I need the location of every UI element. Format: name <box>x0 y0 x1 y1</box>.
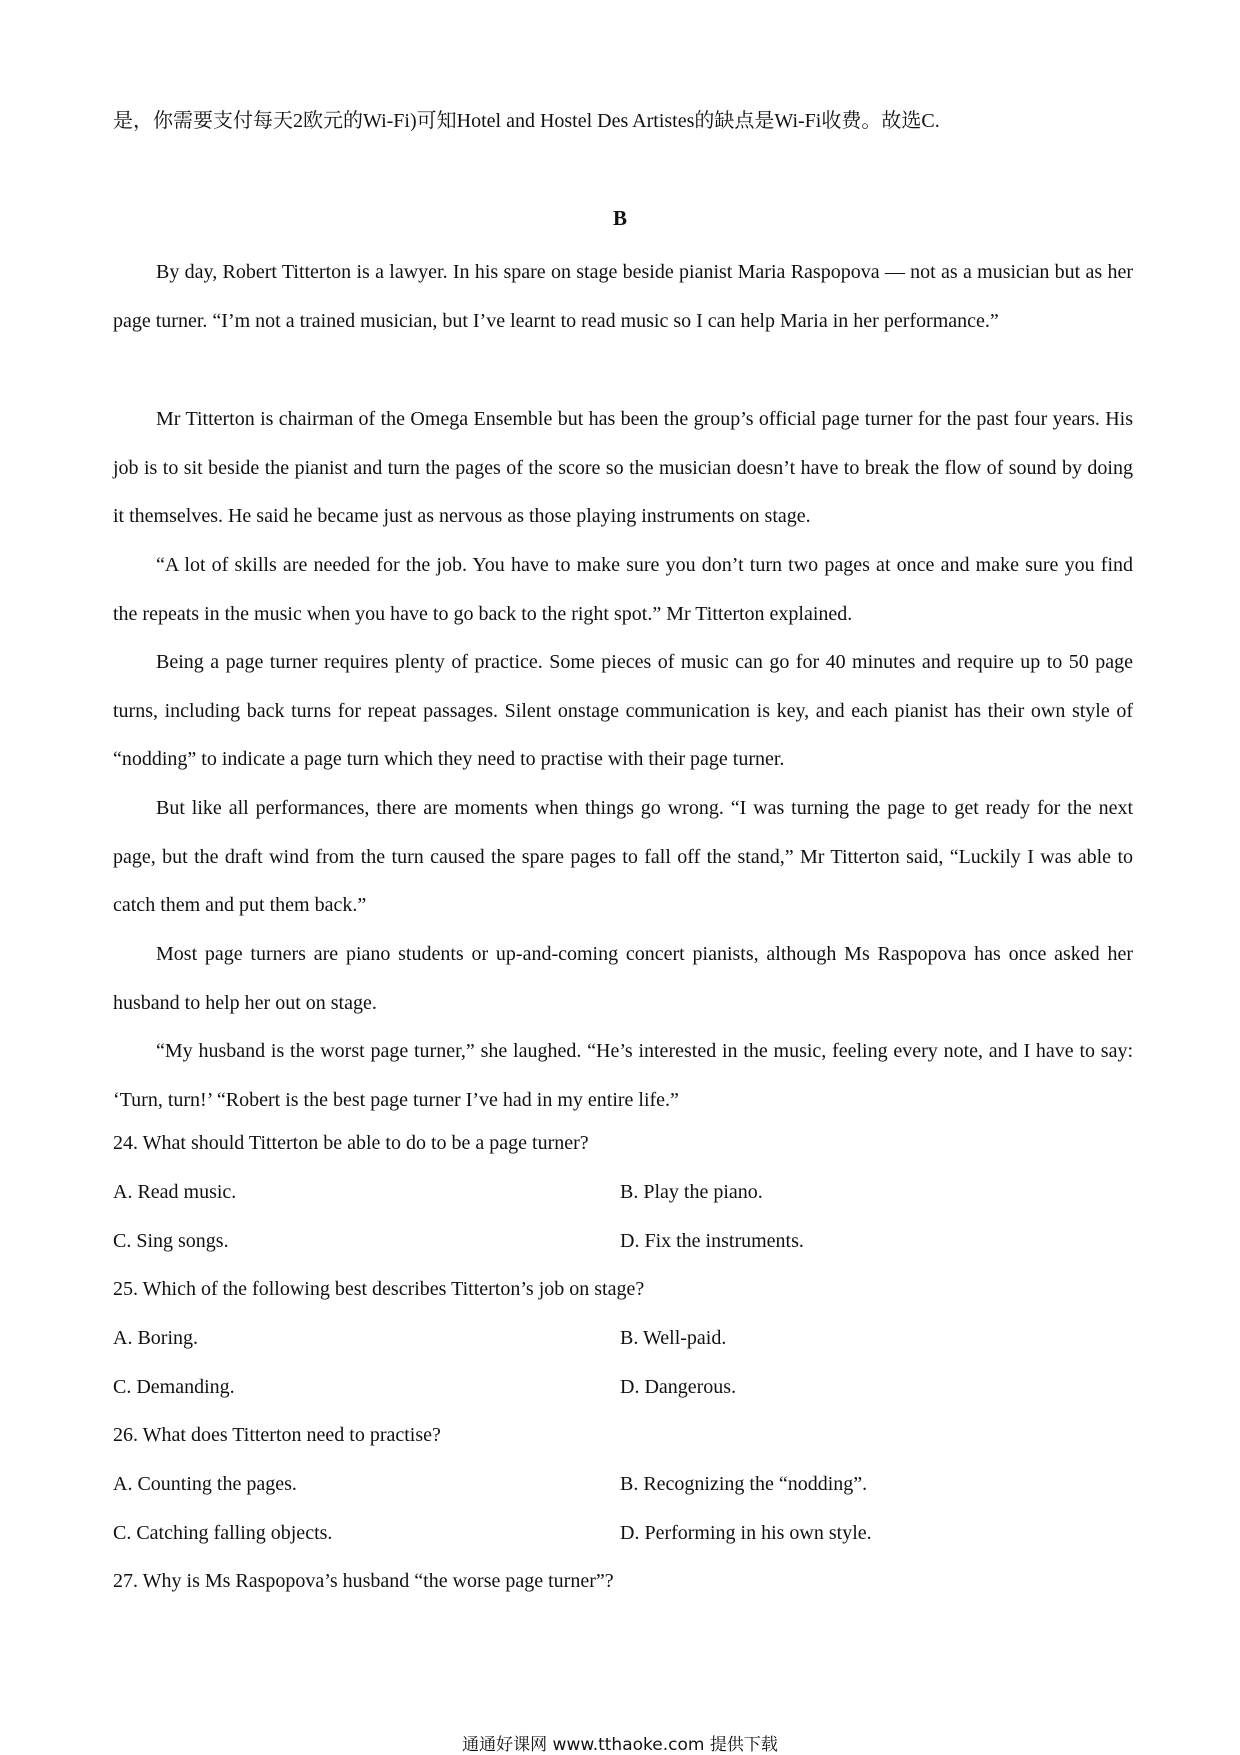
paragraph-3: “A lot of skills are needed for the job. You have to make sure you don’t turn two pages at once and make sure you find the repeats in the music when you have to go back to the right spot.” Mr Titterton explained. <box>113 554 1133 625</box>
paragraph-5: But like all performances, there are moments when things go wrong. “I was turning the page to get ready for the next page, but the draft wind from the turn caused the spare pages to fall off the stand,” Mr Titterton said, “Luckily I was able to catch them and put them back.” <box>113 797 1133 916</box>
footer-source: 通通好课网 www.tthaoke.com 提供下载 <box>462 1735 778 1755</box>
question-25: 25. Which of the following best describes Titterton’s job on stage? <box>113 1278 645 1300</box>
section-title: B <box>612 206 627 230</box>
paragraph-2: Mr Titterton is chairman of the Omega Ensemble but has been the group’s official page turner for the past four years. His job is to sit beside the pianist and turn the pages of the score so the musician doesn’t have to break the flow of sound by doing it themselves. He said he became just as nervous as those playing instruments on stage. <box>113 408 1133 527</box>
option-26-a: A. Counting the pages. <box>113 1473 297 1495</box>
paragraph-6: Most page turners are piano students or up-and-coming concert pianists, although Ms Raspopova has once asked her husband to help her out on stage. <box>113 943 1133 1014</box>
paragraph-1: By day, Robert Titterton is a lawyer. In his spare on stage beside pianist Maria Raspopova — not as a musician but as her page turner. “I’m not a trained musician, but I’ve learnt to read music so I can help Maria in her performance.” <box>113 261 1133 332</box>
option-26-b: B. Recognizing the “nodding”. <box>620 1473 868 1495</box>
paragraph-4: Being a page turner requires plenty of practice. Some pieces of music can go for 40 minutes and require up to 50 page turns, including back turns for repeat passages. Silent onstage communication is key, and each pianist has their own style of “nodding” to indicate a page turn which they need to practise with their page turner. <box>113 651 1133 770</box>
paragraph-7: “My husband is the worst page turner,” she laughed. “He’s interested in the music, feeling every note, and I have to say: ‘Turn, turn!’ “Robert is the best page turner I’ve had in my entire life.” <box>113 1040 1133 1111</box>
option-24-c: C. Sing songs. <box>113 1230 229 1252</box>
option-25-c: C. Demanding. <box>113 1376 235 1398</box>
question-24: 24. What should Titterton be able to do to be a page turner? <box>113 1132 589 1154</box>
option-25-a: A. Boring. <box>113 1327 198 1349</box>
option-25-d: D. Dangerous. <box>620 1376 737 1398</box>
option-24-d: D. Fix the instruments. <box>620 1230 804 1252</box>
intro-line: 是，你需要支付每天2欧元的Wi-Fi)可知Hotel and Hostel Des Artistes的缺点是Wi-Fi收费。故选C. <box>113 110 940 132</box>
option-26-d: D. Performing in his own style. <box>620 1522 872 1544</box>
question-26: 26. What does Titterton need to practise? <box>113 1424 441 1446</box>
question-27: 27. Why is Ms Raspopova’s husband “the worse page turner”? <box>113 1570 614 1592</box>
option-25-b: B. Well-paid. <box>620 1327 727 1349</box>
option-26-c: C. Catching falling objects. <box>113 1522 333 1544</box>
option-24-a: A. Read music. <box>113 1181 237 1203</box>
option-24-b: B. Play the piano. <box>620 1181 763 1203</box>
